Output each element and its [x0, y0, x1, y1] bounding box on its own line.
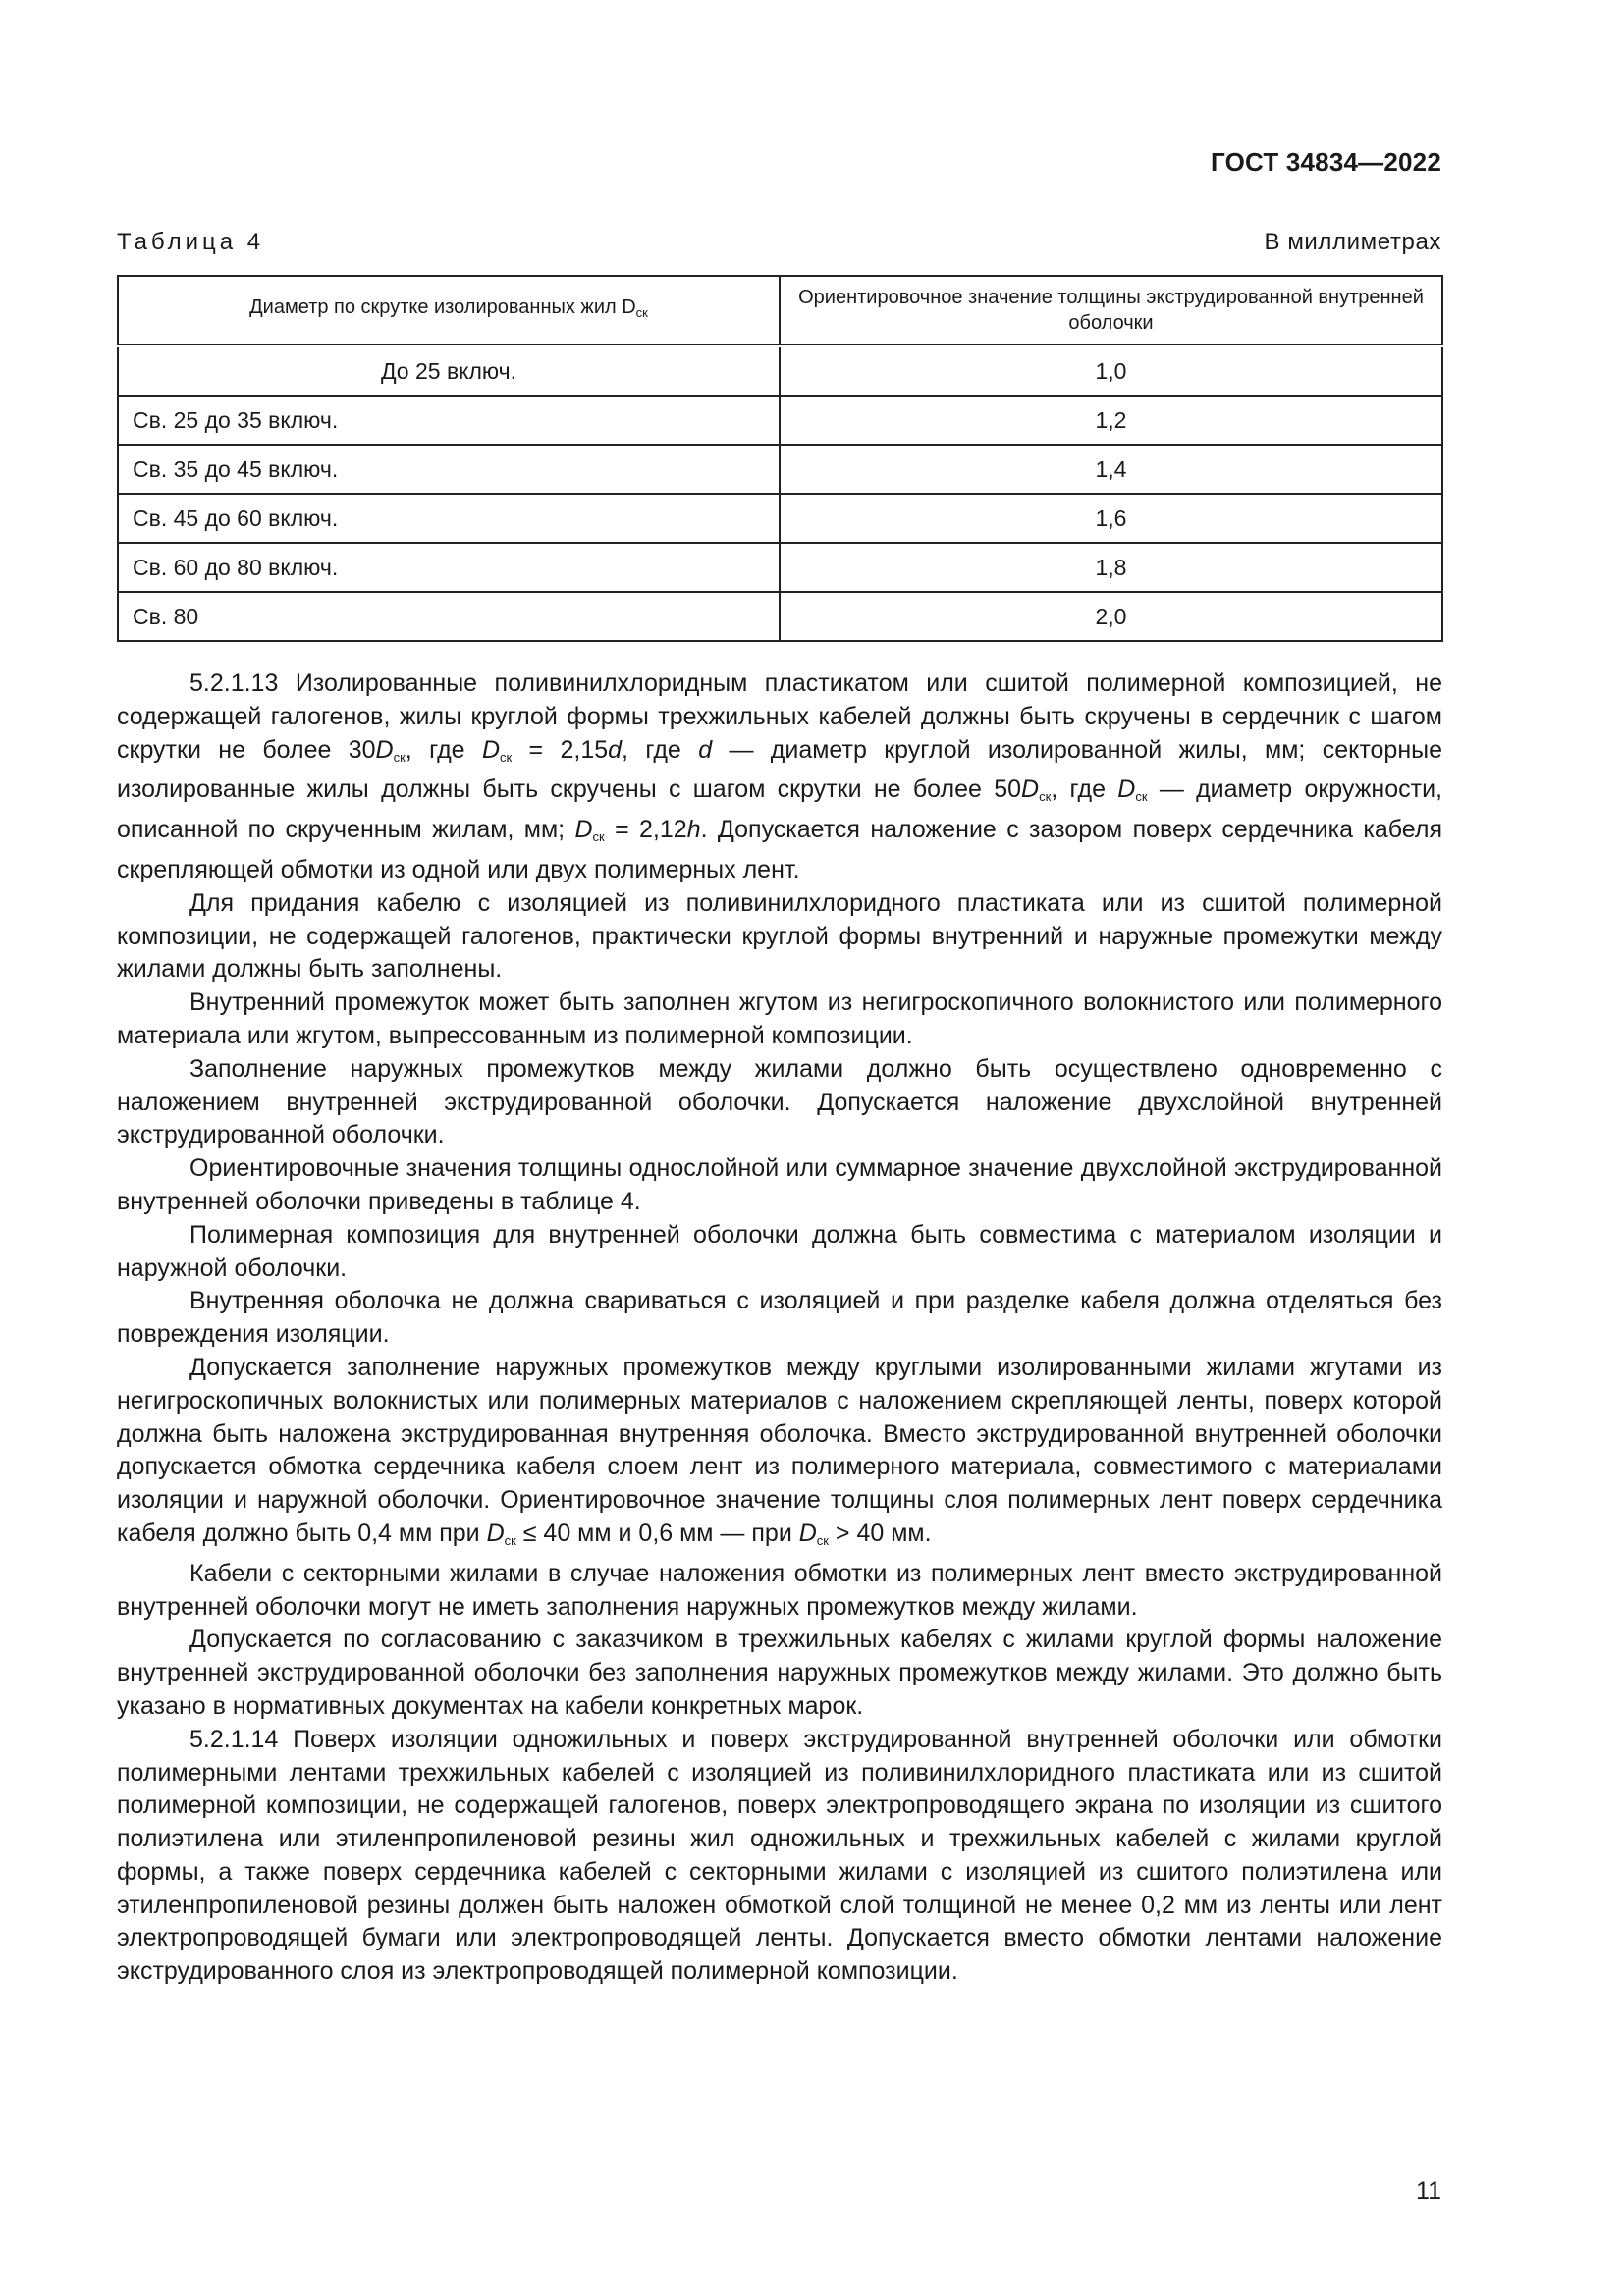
thickness-table	[117, 275, 1443, 642]
diameter-range-cell: Св. 35 до 45 включ.	[118, 445, 780, 494]
italic-symbol: D	[1117, 775, 1136, 804]
column-header-diameter	[118, 276, 780, 346]
document-designation: ГОСТ 34834—2022	[1211, 147, 1441, 177]
paragraph: Допускается заполнение наружных промежутков между круглыми изолированными жилами жгутами из негигроскопичных волокнистых или полимерных материалов с наложением скрепляющей ленты, поверх которой должна быть наложена экструдированная внутренняя оболочка. Вместо экструдированной внутренней оболочки допускается обмотка сердечника кабеля слоем лент из полимерного материала, совместимого с материалами изоляции и наружной оболочки. Ориентировочное значение толщины слоя полимерных лент поверх сердечника кабеля должно быть 0,4 мм при $D_{ск} \le 40$ мм и 0,6 мм — при $D_{ск} > 40$ мм.	[117, 1353, 1442, 1548]
thickness-value-cell: 1,6	[780, 494, 1442, 543]
italic-symbol: D	[574, 816, 593, 844]
italic-symbol: D	[481, 735, 500, 764]
italic-symbol: D	[1021, 775, 1040, 804]
paragraph: Полимерная композиция для внутренней оболочки должна быть совместима с материалом изоляции и наружной оболочки.	[117, 1220, 1442, 1282]
italic-symbol: D	[486, 1519, 505, 1547]
paragraph: Внутренний промежуток может быть заполнен жгутом из негигроскопичного волокнистого или полимерного материала или жгутом, выпрессованным из полимерной композиции.	[117, 988, 1442, 1049]
subscript: ск	[1039, 789, 1052, 805]
diameter-range-cell: Св. 25 до 35 включ.	[118, 396, 780, 445]
table-units: В миллиметрах	[1264, 229, 1441, 255]
italic-symbol: D	[375, 735, 394, 764]
table-row	[118, 494, 1442, 543]
table-row	[118, 445, 1442, 494]
paragraph: Кабели с секторными жилами в случае наложения обмотки из полимерных лент вместо экструдированной внутренней оболочки могут не иметь заполнения наружных промежутков между жилами.	[117, 1559, 1442, 1621]
diameter-range-cell: Св. 45 до 60 включ.	[118, 494, 780, 543]
italic-symbol: d	[698, 735, 713, 764]
table-row	[118, 346, 1442, 396]
thickness-value-cell: 1,4	[780, 445, 1442, 494]
subscript: ск	[393, 749, 406, 765]
page-number: 11	[1416, 2177, 1441, 2205]
thickness-value-cell: 1,0	[780, 346, 1442, 396]
column-header-diameter-subscript: ск	[635, 305, 648, 320]
paragraph: Для придания кабелю с изоляцией из поливинилхлоридного пластиката или из сшитой полимерной композиции, не содержащей галогенов, практически круглой формы внутренний и наружные промежутки между жилами должны быть заполнены.	[117, 888, 1442, 984]
thickness-value-cell: 1,2	[780, 396, 1442, 445]
thickness-value-cell: 1,8	[780, 543, 1442, 592]
table-caption-row	[117, 229, 1441, 258]
column-header-diameter-text: Диаметр по скрутке изолированных жил D	[249, 296, 636, 318]
subscript: ск	[504, 1532, 516, 1548]
subscript: ск	[500, 749, 513, 765]
column-header-thickness: Ориентировочное значение толщины экструдированной внутренней оболочки	[780, 276, 1442, 346]
diameter-range-cell: Св. 80	[118, 592, 780, 641]
subscript: ск	[592, 829, 605, 845]
subscript: ск	[1135, 789, 1148, 805]
diameter-range-cell: До 25 включ.	[118, 346, 780, 396]
table-row	[118, 543, 1442, 592]
table-row	[118, 592, 1442, 641]
thickness-value-cell: 2,0	[780, 592, 1442, 641]
body-text	[117, 667, 1442, 1989]
table-header-row	[118, 276, 1442, 346]
subscript: ск	[816, 1532, 829, 1548]
paragraph: Ориентировочные значения толщины однослойной или суммарное значение двухслойной экструдированной внутренней оболочки приведены в таблице 4.	[117, 1154, 1442, 1215]
paragraph-5-2-1-14: 5.2.1.14 Поверх изоляции одножильных и поверх экструдированной внутренней оболочки или обмотки полимерными лентами трехжильных кабелей с изоляцией из поливинилхлоридного пластиката или из сшитой полимерной композиции, не содержащей галогенов, поверх электропроводящего экрана по изоляции из сшитого полиэтилена или этиленпропиленовой резины жил одножильных и трехжильных кабелей с жилами круглой формы, а также поверх сердечника кабелей с секторными жилами с изоляцией из сшитого полиэтилена или этиленпропиленовой резины должен быть наложен обмоткой слой толщиной не менее 0,2 мм из ленты или лент электропроводящей бумаги или электропроводящей ленты. Допускается вместо обмотки лентами наложение экструдированного слоя из электропроводящей полимерной композиции.	[117, 1725, 1442, 1986]
italic-symbol: D	[798, 1519, 817, 1547]
italic-symbol: d	[608, 735, 623, 764]
paragraph-5-2-1-13: 5.2.1.13 Изолированные поливинилхлоридным пластикатом или сшитой полимерной композицией, не содержащей галогенов, жилы круглой формы трехжильных кабелей должны быть скручены в сердечник с шагом скрутки не более $30D_{ск}$, где $D_{ск} = 2,15d$, где d — диаметр круглой изолированной жилы, мм; секторные изолированные жилы должны быть скручены с шагом скрутки не более $50D_{ск}$, где $D_{ск}$ — диаметр окружности, описанной по скрученным жилам, мм; $D_{ск} = 2,12h$. Допускается наложение с зазором поверх сердечника кабеля скрепляющей обмотки из одной или двух полимерных лент.	[117, 669, 1443, 883]
paragraph: Заполнение наружных промежутков между жилами должно быть осуществлено одновременно с наложением внутренней экструдированной оболочки. Допускается наложение двухслойной внутренней экструдированной оболочки.	[117, 1054, 1442, 1149]
paragraph: Допускается по согласованию с заказчиком в трехжильных кабелях с жилами круглой формы наложение внутренней экструдированной оболочки без заполнения наружных промежутков между жилами. Это должно быть указано в нормативных документах на кабели конкретных марок.	[117, 1626, 1442, 1720]
paragraph: Внутренняя оболочка не должна свариваться с изоляцией и при разделке кабеля должна отделяться без повреждения изоляции.	[117, 1287, 1442, 1349]
table-caption: Таблица 4	[117, 229, 265, 255]
diameter-range-cell: Св. 60 до 80 включ.	[118, 543, 780, 592]
italic-symbol: h	[686, 816, 701, 844]
table-row	[118, 396, 1442, 445]
